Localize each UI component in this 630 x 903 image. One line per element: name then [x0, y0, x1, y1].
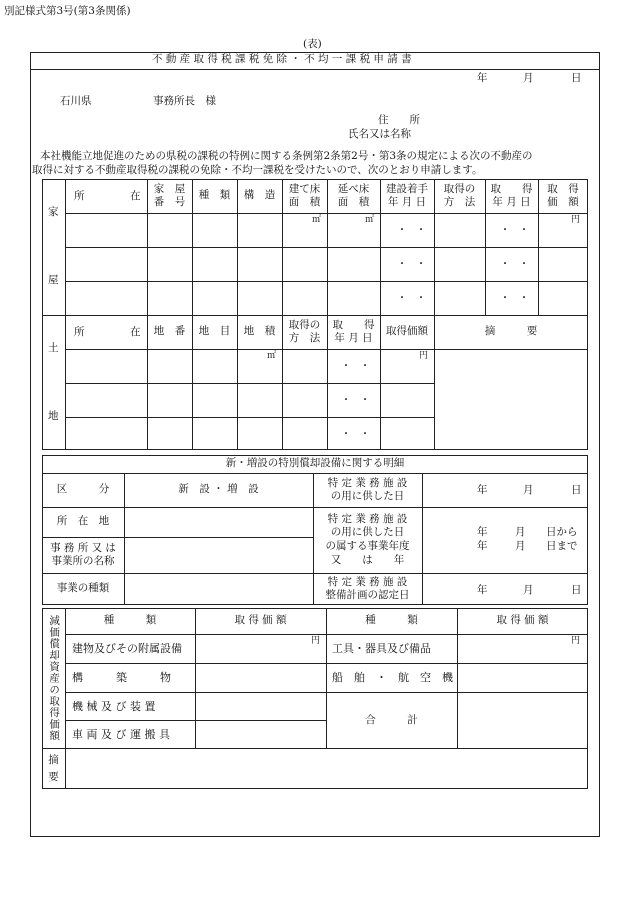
statement-line-2: 取得に対する不動産取得税の課税の免除・不均一課税を受けたいので、次のとおり申請します。 — [32, 164, 483, 176]
office-name-label: 事 務 所 又 は 事業所の名称 — [50, 541, 116, 567]
specific-use-day: 日 — [571, 484, 582, 496]
land-header-area: 地 積 — [243, 325, 276, 338]
side-label: (表) — [303, 38, 322, 50]
house-header-floor-area: 建て床 面 積 — [288, 182, 321, 208]
addressee-office: 事務所長 様 — [153, 95, 216, 107]
fiscal-from-month: 月 — [515, 526, 526, 538]
price-header-right: 取 得 価 額 — [496, 614, 549, 627]
statement-line-1: 本社機能立地促進のための県税の課税の特例に関する条例第2条第2号・第3条の規定による次の不動産の — [40, 150, 533, 162]
fiscal-to-month: 月 — [515, 540, 526, 552]
depreciable-row-line — [65, 720, 326, 721]
specific-use-year: 年 — [477, 484, 488, 496]
date-dots: ・・ — [397, 259, 435, 270]
class-value[interactable]: 新 設 ・ 増 設 — [178, 483, 259, 496]
house-header-price: 取 得 価 額 — [547, 182, 579, 208]
land-header-lot: 地 番 — [153, 325, 186, 338]
house-header-construction: 建設着手 年 月 日 — [386, 182, 428, 208]
remarks-box — [42, 749, 588, 789]
fiscal-year-label: 特 定 業 務 施 設 の用に供した日 の属する事業年度 又 は 年 — [325, 512, 410, 566]
date-dots: ・・ — [500, 225, 538, 236]
date-year: 年 — [477, 72, 488, 84]
land-section-label-bottom: 地 — [48, 410, 59, 422]
plan-year: 年 — [477, 584, 488, 596]
applicant-address-label: 住 所 — [378, 114, 420, 126]
applicant-name-label: 氏名又は名称 — [348, 128, 411, 140]
total-label: 合 計 — [365, 713, 418, 726]
house-header-location-b: 在 — [130, 190, 141, 202]
date-dots: ・・ — [341, 429, 379, 440]
date-month: 月 — [523, 72, 534, 84]
house-header-location-a: 所 — [74, 190, 85, 202]
kind-header-right: 種 類 — [365, 614, 418, 627]
house-section-label-top: 家 — [48, 206, 59, 218]
business-type-label: 事業の種類 — [56, 582, 110, 595]
land-header-location-b: 在 — [130, 326, 141, 338]
equipment-title: 新・増設の特別償却設備に関する明細 — [225, 457, 405, 470]
plan-day: 日 — [571, 584, 582, 596]
house-header-structure: 構 造 — [243, 189, 276, 202]
land-header-acq-date: 取 得 年 月 日 — [332, 318, 375, 344]
house-header-number: 家 屋 番 号 — [153, 182, 186, 208]
date-dots: ・・ — [397, 293, 435, 304]
asset-machinery: 機 械 及 び 装 置 — [72, 700, 156, 713]
date-dots: ・・ — [500, 259, 538, 270]
asset-buildings: 建物及びその附属設備 — [72, 642, 182, 655]
house-header-total-area: 延べ床 面 積 — [337, 182, 370, 208]
date-dots: ・・ — [397, 225, 435, 236]
unit-yen: 円 — [419, 351, 429, 361]
asset-tools: 工具・器具及び備品 — [332, 642, 431, 655]
house-header-method: 取得の 方 法 — [443, 182, 476, 208]
title-divider — [30, 69, 600, 70]
unit-square-meter: ㎡ — [312, 215, 322, 225]
location-label: 所 在 地 — [56, 515, 110, 528]
fiscal-from-year: 年 — [477, 526, 488, 538]
land-header-location-a: 所 — [74, 326, 85, 338]
fiscal-to-year: 年 — [477, 540, 488, 552]
unit-yen: 円 — [571, 636, 581, 646]
land-header-price: 取得価額 — [386, 325, 428, 338]
form-title: 不 動 産 取 得 税 課 税 免 除 ・ 不 均 一 課 税 申 請 書 — [152, 53, 412, 65]
kind-header-left: 種 類 — [103, 614, 157, 627]
addressee-prefecture: 石川県 — [60, 95, 92, 107]
date-day: 日 — [571, 72, 582, 84]
depreciable-side-label: 減価償却資産の取得価額 — [48, 615, 61, 742]
land-header-method: 取得の 方 法 — [288, 318, 321, 344]
depreciable-row-line — [65, 663, 588, 664]
specific-use-label: 特 定 業 務 施 設 の用に供した日 — [327, 476, 408, 502]
remarks-label: 摘 要 — [48, 754, 59, 783]
price-header-left: 取 得 価 額 — [234, 614, 287, 627]
unit-yen: 円 — [571, 215, 581, 225]
class-label: 区 分 — [56, 483, 110, 496]
unit-square-meter: ㎡ — [365, 215, 375, 225]
date-dots: ・・ — [500, 293, 538, 304]
house-section-label-bottom: 屋 — [48, 274, 59, 286]
equipment-col-line — [422, 473, 423, 605]
house-header-acq-date: 取 得 年 月 日 — [490, 182, 533, 208]
fiscal-from-tail: 日から — [546, 526, 578, 538]
form-number-label: 別記様式第3号(第3条関係) — [4, 5, 131, 17]
unit-yen: 円 — [311, 636, 321, 646]
land-header-category: 地 目 — [198, 325, 231, 338]
fiscal-to-tail: 日まで — [546, 540, 578, 552]
asset-vehicles: 車 両 及 び 運 搬 具 — [72, 728, 170, 741]
depreciable-row-line — [65, 634, 588, 635]
plan-approval-label: 特 定 業 務 施 設 整備計画の認定日 — [325, 575, 410, 601]
asset-structures: 構 築 物 — [72, 671, 171, 684]
house-header-kind: 種 類 — [198, 189, 231, 202]
specific-use-month: 月 — [523, 484, 534, 496]
date-dots: ・・ — [341, 361, 379, 372]
unit-square-meter: ㎡ — [267, 351, 277, 361]
plan-month: 月 — [523, 584, 534, 596]
land-row-line — [65, 383, 434, 384]
land-header-remarks: 摘 要 — [484, 325, 538, 338]
date-dots: ・・ — [341, 395, 379, 406]
asset-ships-aircraft: 船 舶 ・ 航 空 機 — [332, 671, 453, 684]
land-section-label-top: 土 — [48, 342, 59, 354]
land-row-line — [65, 417, 434, 418]
